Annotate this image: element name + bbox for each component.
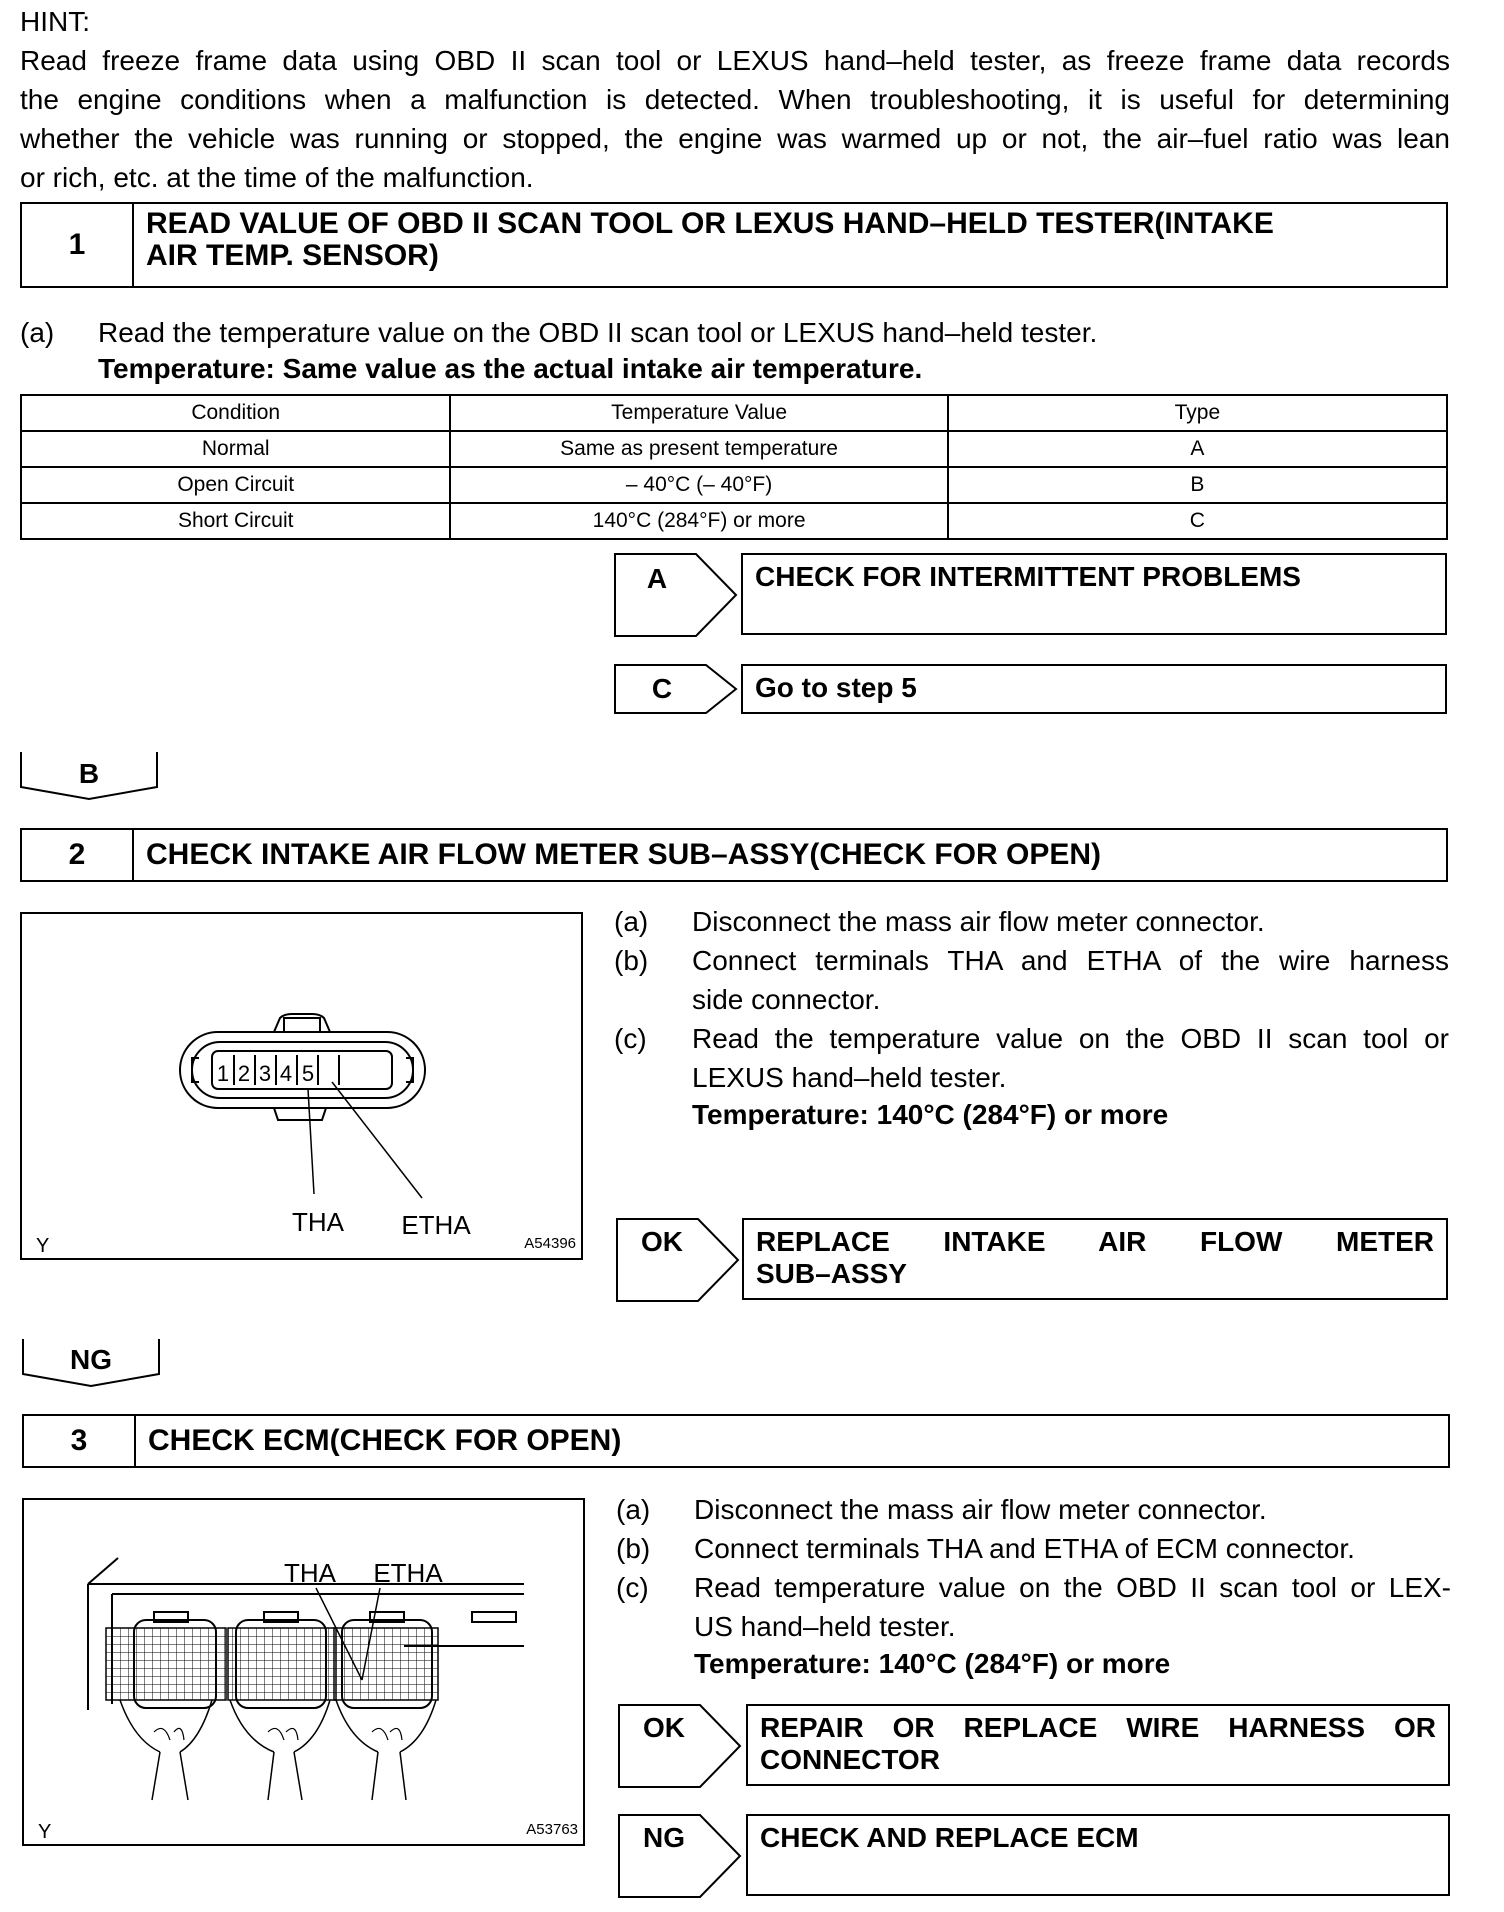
- table-cell: Same as present temperature: [450, 431, 947, 467]
- label-etha: ETHA: [401, 1210, 471, 1240]
- table-cell: 140°C (284°F) or more: [450, 503, 947, 539]
- table-header-row: [21, 395, 1447, 431]
- table-cell: Normal: [21, 431, 450, 467]
- table-cell: Short Circuit: [21, 503, 450, 539]
- table-cell: B: [948, 467, 1447, 503]
- item-text: Connect terminals THA and ETHA of ECM connector.: [694, 1533, 1355, 1564]
- step-3-ok-text-line-1: REPAIR OR REPLACE WIRE HARNESS OR: [760, 1712, 1436, 1743]
- step-2-ok-text-line-1: REPLACE INTAKE AIR FLOW METER: [756, 1226, 1434, 1257]
- step-1-header: [20, 202, 1448, 288]
- figure-code: A54396: [524, 1235, 576, 1252]
- step-3-ng-text: CHECK AND REPLACE ECM: [760, 1822, 1139, 1853]
- item-key: (b): [614, 945, 649, 976]
- step-3-ng-label: NG: [643, 1822, 685, 1853]
- pin-5: 5: [301, 1061, 315, 1086]
- step-1-next-label: B: [78, 758, 100, 789]
- result-c-label: C: [651, 673, 673, 704]
- table-row: [21, 467, 1447, 503]
- figure-corner-y: Y: [38, 1821, 52, 1843]
- table-cell: C: [948, 503, 1447, 539]
- item-text: Connect terminals THA and ETHA of the wire harness: [692, 945, 1449, 976]
- step-2-ok-box: [742, 1218, 1448, 1300]
- figure-ecm-connector: [22, 1498, 585, 1846]
- item-key: (a): [20, 317, 55, 348]
- header-temperature-value: Temperature Value: [450, 395, 947, 431]
- hint-line-2: the engine conditions when a malfunction is detected. When troubleshooting, it is useful for determining: [20, 84, 1450, 115]
- hint-block: [20, 2, 1450, 197]
- label-tha: THA: [292, 1207, 344, 1237]
- step-1-title: [146, 208, 1436, 272]
- item-text-line-2: US hand–held tester.: [694, 1611, 956, 1642]
- result-a-label: A: [646, 563, 668, 594]
- figure-connector: [20, 912, 583, 1260]
- label-etha: ETHA: [373, 1558, 443, 1588]
- step-3-item-a: [616, 1490, 1456, 1530]
- step-1-spec: Temperature: Same value as the actual intake air temperature.: [98, 353, 923, 384]
- table-row: [21, 503, 1447, 539]
- step-2-header: [20, 828, 1448, 882]
- item-key: (a): [616, 1494, 651, 1525]
- item-text: Disconnect the mass air flow meter connector.: [692, 906, 1265, 937]
- step-2-item-c: [614, 1019, 1454, 1099]
- step-3-header: [22, 1414, 1450, 1468]
- result-c-text: Go to step 5: [755, 672, 917, 703]
- item-key: (c): [616, 1572, 649, 1603]
- header-type: Type: [948, 395, 1447, 431]
- step-2-number: 2: [22, 830, 134, 880]
- figure-corner-y: Y: [36, 1235, 50, 1257]
- item-text-line-2: LEXUS hand–held tester.: [692, 1062, 1007, 1093]
- step-3-item-b: [616, 1529, 1456, 1569]
- label-tha: THA: [284, 1558, 336, 1588]
- step-3-item-c: [616, 1568, 1456, 1648]
- step-3-title: CHECK ECM(CHECK FOR OPEN): [148, 1424, 622, 1457]
- step-2-ok-text-line-2: SUB–ASSY: [756, 1258, 907, 1289]
- item-text: Disconnect the mass air flow meter connector.: [694, 1494, 1267, 1525]
- step-2-item-b: [614, 941, 1454, 1021]
- pin-1: 1: [216, 1061, 230, 1086]
- hint-line-4: or rich, etc. at the time of the malfunction.: [20, 162, 534, 193]
- step-2-title: CHECK INTAKE AIR FLOW METER SUB–ASSY(CHECK FOR OPEN): [146, 838, 1102, 871]
- result-a-text: CHECK FOR INTERMITTENT PROBLEMS: [755, 561, 1301, 592]
- step-3-number: 3: [24, 1416, 136, 1466]
- table-cell: Open Circuit: [21, 467, 450, 503]
- step-3-spec: Temperature: 140°C (284°F) or more: [694, 1648, 1171, 1679]
- table-row: [21, 431, 1447, 467]
- pin-2: 2: [237, 1061, 251, 1086]
- item-text-line-2: side connector.: [692, 984, 881, 1015]
- step-3-ok-box: [746, 1704, 1450, 1786]
- connector-diagram: [22, 914, 581, 1258]
- step-2-ok-label: OK: [641, 1226, 683, 1257]
- item-text: Read the temperature value on the OBD II scan tool or LEXUS hand–held tester.: [98, 317, 1098, 348]
- item-text: Read the temperature value on the OBD II scan tool or: [692, 1023, 1449, 1054]
- figure-code: A53763: [526, 1821, 578, 1838]
- step-3-ok-label: OK: [643, 1712, 685, 1743]
- item-key: (c): [614, 1023, 647, 1054]
- header-condition: Condition: [21, 395, 450, 431]
- step-2-spec: Temperature: 140°C (284°F) or more: [692, 1099, 1169, 1130]
- item-key: (b): [616, 1533, 651, 1564]
- table-cell: – 40°C (– 40°F): [450, 467, 947, 503]
- step-1-title-line-1: READ VALUE OF OBD II SCAN TOOL OR LEXUS HAND–HELD TESTER(INTAKE: [146, 207, 1274, 240]
- hint-line-3: whether the vehicle was running or stopped, the engine was warmed up or not, the air–fuel ratio was lean: [20, 123, 1450, 154]
- item-text: Read temperature value on the OBD II scan tool or LEX-: [694, 1572, 1451, 1603]
- step-3-ok-text-line-2: CONNECTOR: [760, 1744, 940, 1775]
- pin-4: 4: [279, 1061, 293, 1086]
- step-2-next-label: NG: [70, 1344, 112, 1375]
- step-1-item-a: [20, 313, 1440, 353]
- condition-table: [20, 394, 1448, 540]
- table-cell: A: [948, 431, 1447, 467]
- step-2-item-a: [614, 902, 1454, 942]
- step-3-ng-box: [746, 1814, 1450, 1896]
- step-1-number: 1: [22, 204, 134, 286]
- result-a-box: [741, 553, 1447, 635]
- step-1-title-line-2: AIR TEMP. SENSOR): [146, 239, 439, 272]
- hint-label: HINT:: [20, 6, 90, 37]
- ecm-connector-diagram: [24, 1500, 583, 1844]
- item-key: (a): [614, 906, 649, 937]
- result-c-box: [741, 664, 1447, 714]
- hint-line-1: Read freeze frame data using OBD II scan tool or LEXUS hand–held tester, as freeze frame data records: [20, 45, 1450, 76]
- pin-3: 3: [258, 1061, 272, 1086]
